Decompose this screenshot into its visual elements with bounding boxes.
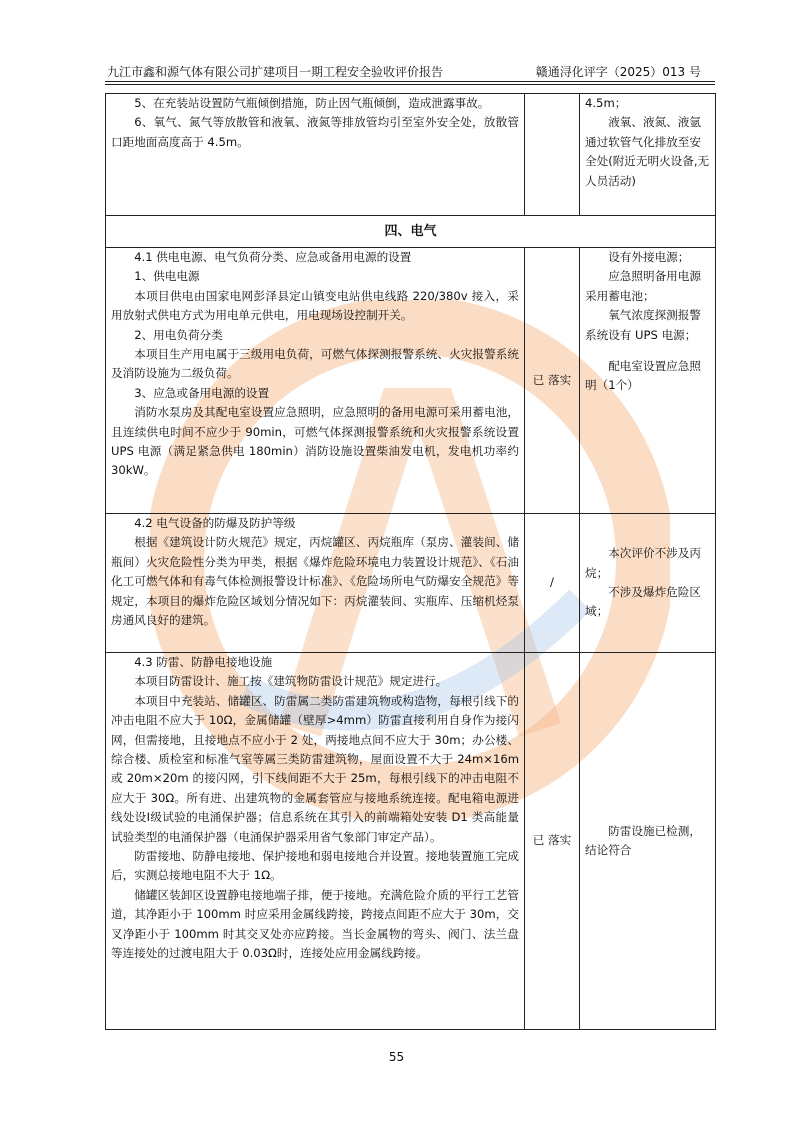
paragraph: 3、应急或备用电源的设置	[134, 385, 270, 400]
paragraph: 本项目生产用电属于三级用电负荷，可燃气体探测报警系统、火灾报警系统及消防设施为二级负荷。	[111, 347, 519, 381]
paragraph: 4.1 供电电源、电气负荷分类、应急或备用电源的设置	[134, 250, 412, 264]
paragraph: 6、氧气、氮气等放散管和液氧、液氮等排放管均引至室外安全处，放散管口距地面高度高于 4.5m。	[111, 115, 519, 149]
section-title: 四、电气	[106, 216, 716, 248]
paragraph: 防雷接地、防静电接地、保护接地和弱电接地合并设置。接地装置施工完成后，实测总接地电阻不大于 1Ω。	[111, 849, 519, 883]
content-cell	[106, 94, 525, 216]
paragraph: 根据《建筑设计防火规范》规定，丙烷罐区、丙烷瓶库（泵房、灌装间、储瓶间）火灾危险性分类为甲类，根据《爆炸危险环境电力装置设计规范》、《石油化工可燃气体和有毒气体检测报警设计标准》、《危险场所电气防爆安全规范》等规定，本项目的爆炸危险区域划分情况如下：丙烷灌装间、实瓶库、压缩机烃泵房通风良好的建筑。	[111, 535, 519, 628]
evaluation-table	[105, 93, 716, 1030]
header-rule-thin	[105, 84, 715, 85]
paragraph: 4.2 电气设备的防爆及防护等级	[134, 516, 296, 530]
content-cell	[106, 514, 525, 653]
content-cell	[106, 653, 525, 1030]
remark: 氧气浓度探测报警系统设有 UPS 电源；	[585, 308, 701, 342]
header-report-number: 赣通浔化评字（2025）013 号	[535, 65, 701, 79]
table-row	[106, 653, 716, 1030]
table-row	[106, 94, 716, 216]
paragraph: 储罐区装卸区设置静电接地端子排，便于接地。充满危险介质的平行工艺管道，其净距小于 100mm 时应采用金属线跨接，跨接点间距不应大于 30m，交叉净距小于 100mm 时其交叉处亦应跨接。当长金属物的弯头、阀门、法兰盘等连接处的过渡电阻大于 0.03Ω时，连接处应用金属线跨接。	[111, 887, 519, 961]
remark: 设有外接电源；	[608, 250, 690, 264]
status-cell: 已 落实	[525, 248, 580, 514]
status-cell: /	[525, 514, 580, 653]
status-cell: 已 落实	[525, 653, 580, 1030]
section-row	[106, 216, 716, 248]
paragraph: 2、用电负荷分类	[134, 327, 223, 342]
remark: 应急照明备用电源采用蓄电池；	[585, 269, 701, 303]
remark: 本次评价不涉及丙烷；	[585, 546, 701, 580]
remark: 液氧、液氮、液氩通过软管气化排放至安全处(附近无明火设备,无人员活动)	[585, 115, 710, 188]
table-row	[106, 514, 716, 653]
paragraph: 1、供电电源	[134, 269, 200, 284]
remarks-cell	[580, 653, 716, 1030]
status-cell	[525, 94, 580, 216]
header-report-title: 九江市鑫和源气体有限公司扩建项目一期工程安全验收评价报告	[107, 65, 444, 79]
page-number: 55	[388, 1050, 405, 1064]
paragraph: 本项目中充装站、储罐区、防雷属二类防雷建筑物或构造物，每根引线下的冲击电阻不应大于 10Ω，金属储罐（壁厚>4mm）防雷直接利用自身作为接闪网，但需接地，且接地点不应小于 2 处，两接地点间不应大于 30m；办公楼、综合楼、质检室和标准气室等属三类防雷建筑物，屋面设置不大于 24m×16m 或 20m×20m 的接闪网，引下线间距不大于 25m，每根引线下的冲击电阻不应大于 30Ω。所有进、出建筑物的金属套管应与接地系统连接。配电箱电源进线处设Ⅰ级试验的电涌保护器；信息系统在其引入的前端箱处安装 D1 类高能量试验类型的电涌保护器（电涌保护器采用省气象部门审定产品）。	[111, 693, 519, 844]
remark: 防雷设施已检测，结论符合	[585, 823, 701, 857]
remark: 不涉及爆炸危险区域；	[585, 585, 701, 619]
paragraph: 消防水泵房及其配电室设置应急照明，应急照明的备用电源可采用蓄电池，且连续供电时间不应少于 90min，可燃气体探测报警系统和火灾报警系统设置 UPS 电源（满足紧急供电 180min）消防设施设置柴油发电机，发电机功率约 30kW。	[111, 405, 519, 478]
header-rule-thick	[105, 81, 715, 82]
remark: 配电室设置应急照明（1个）	[585, 359, 701, 393]
table-row	[106, 248, 716, 514]
remarks-cell	[580, 94, 716, 216]
paragraph: 本项目防雷设计、施工按《建筑物防雷设计规范》规定进行。	[134, 674, 448, 689]
paragraph: 5、在充装站设置防气瓶倾倒措施，防止因气瓶倾倒，造成泄露事故。	[134, 96, 490, 110]
remarks-cell	[580, 248, 716, 514]
remark: 4.5m；	[585, 96, 627, 110]
paragraph: 4.3 防雷、防静电接地设施	[134, 655, 273, 669]
paragraph: 本项目供电由国家电网彭泽县定山镇变电站供电线路 220/380v 接入，采用放射式供电方式为用电单元供电，用电现场设控制开关。	[111, 288, 519, 323]
remarks-cell	[580, 514, 716, 653]
content-cell	[106, 248, 525, 514]
